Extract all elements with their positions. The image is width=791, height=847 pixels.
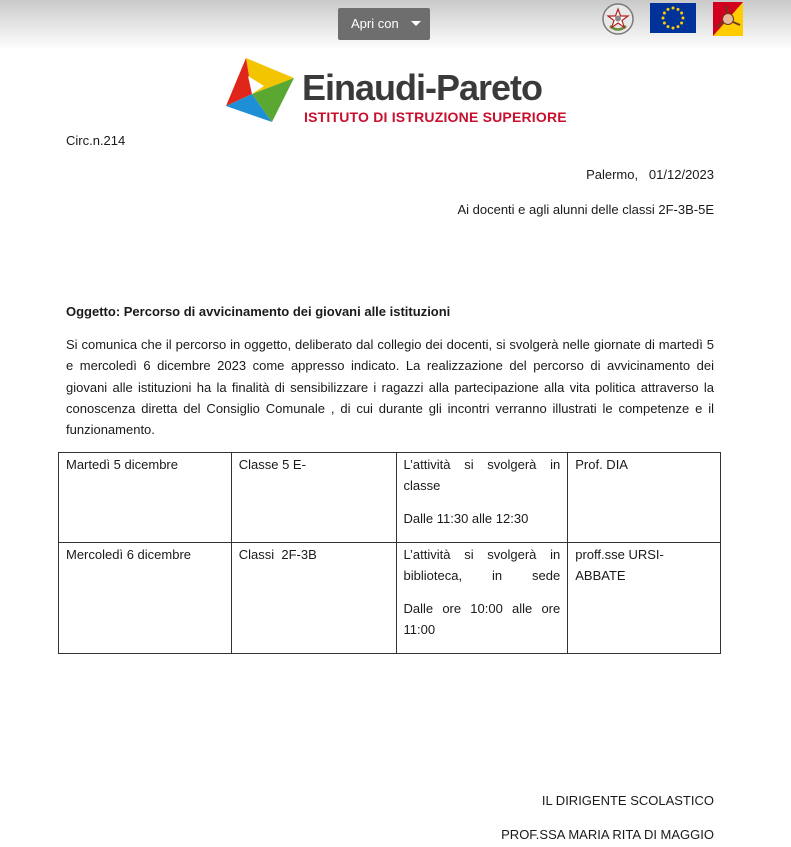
- schedule-teacher: Prof. DIA: [568, 453, 721, 543]
- schedule-activity-cell: [396, 453, 568, 543]
- schedule-time: Dalle ore 10:00 alle ore 11:00: [403, 601, 561, 637]
- subject: Oggetto: Percorso di avvicinamento dei giovani alle istituzioni: [66, 304, 451, 319]
- schedule-activity: L’attività si svolgerà in classe: [403, 457, 561, 493]
- body-paragraph: Si comunica che il percorso in oggetto, deliberato dal collegio dei docenti, si svolgerà nelle giornate di martedì 5 e mercoledì 6 dicembre 2023 come appresso indicato. La realizzazione del percorso di avvicinamento dei giovani alle istituzioni ha la finalità di sensibilizzare i ragazzi alla partecipazione alla vita politica attraverso la conoscenza diretta del Consiglio Comunale , di cui durante gli incontri verranno illustrati le competenze e il funzionamento.: [66, 337, 714, 438]
- schedule-activity-cell: [396, 543, 568, 654]
- schedule-classes: Classe 5 E-: [231, 453, 396, 543]
- table-row: [59, 543, 721, 654]
- recipients: Ai docenti e agli alunni delle classi 2F-3B-5E: [457, 202, 714, 217]
- eu-flag-icon: [650, 3, 696, 33]
- circular-number: Circ.n.214: [66, 133, 126, 148]
- open-with-button[interactable]: [338, 8, 430, 40]
- sicily-region-flag-icon: [713, 2, 743, 36]
- signature-name: PROF.SSA MARIA RITA DI MAGGIO: [501, 827, 714, 842]
- schedule-activity: L’attività si svolgerà in biblioteca, in sede: [403, 547, 561, 583]
- school-name: Einaudi-Pareto: [302, 67, 543, 108]
- schedule-day: Martedì 5 dicembre: [59, 453, 232, 543]
- schedule-teacher: proff.sse URSI-ABBATE: [568, 543, 721, 654]
- italian-republic-emblem-icon: [601, 2, 635, 38]
- table-row: [59, 453, 721, 543]
- schedule-day: Mercoledì 6 dicembre: [59, 543, 232, 654]
- date-line: Palermo, 01/12/2023: [586, 167, 714, 182]
- chevron-down-icon: [411, 21, 421, 26]
- schedule-table: [58, 452, 721, 654]
- signature-role: IL DIRIGENTE SCOLASTICO: [541, 793, 714, 808]
- open-with-label: Apri con: [351, 16, 399, 31]
- school-logo-icon: [224, 56, 296, 124]
- school-subtitle: ISTITUTO DI ISTRUZIONE SUPERIORE: [304, 109, 567, 125]
- schedule-time: Dalle 11:30 alle 12:30: [403, 511, 529, 526]
- schedule-classes: Classi 2F-3B: [231, 543, 396, 654]
